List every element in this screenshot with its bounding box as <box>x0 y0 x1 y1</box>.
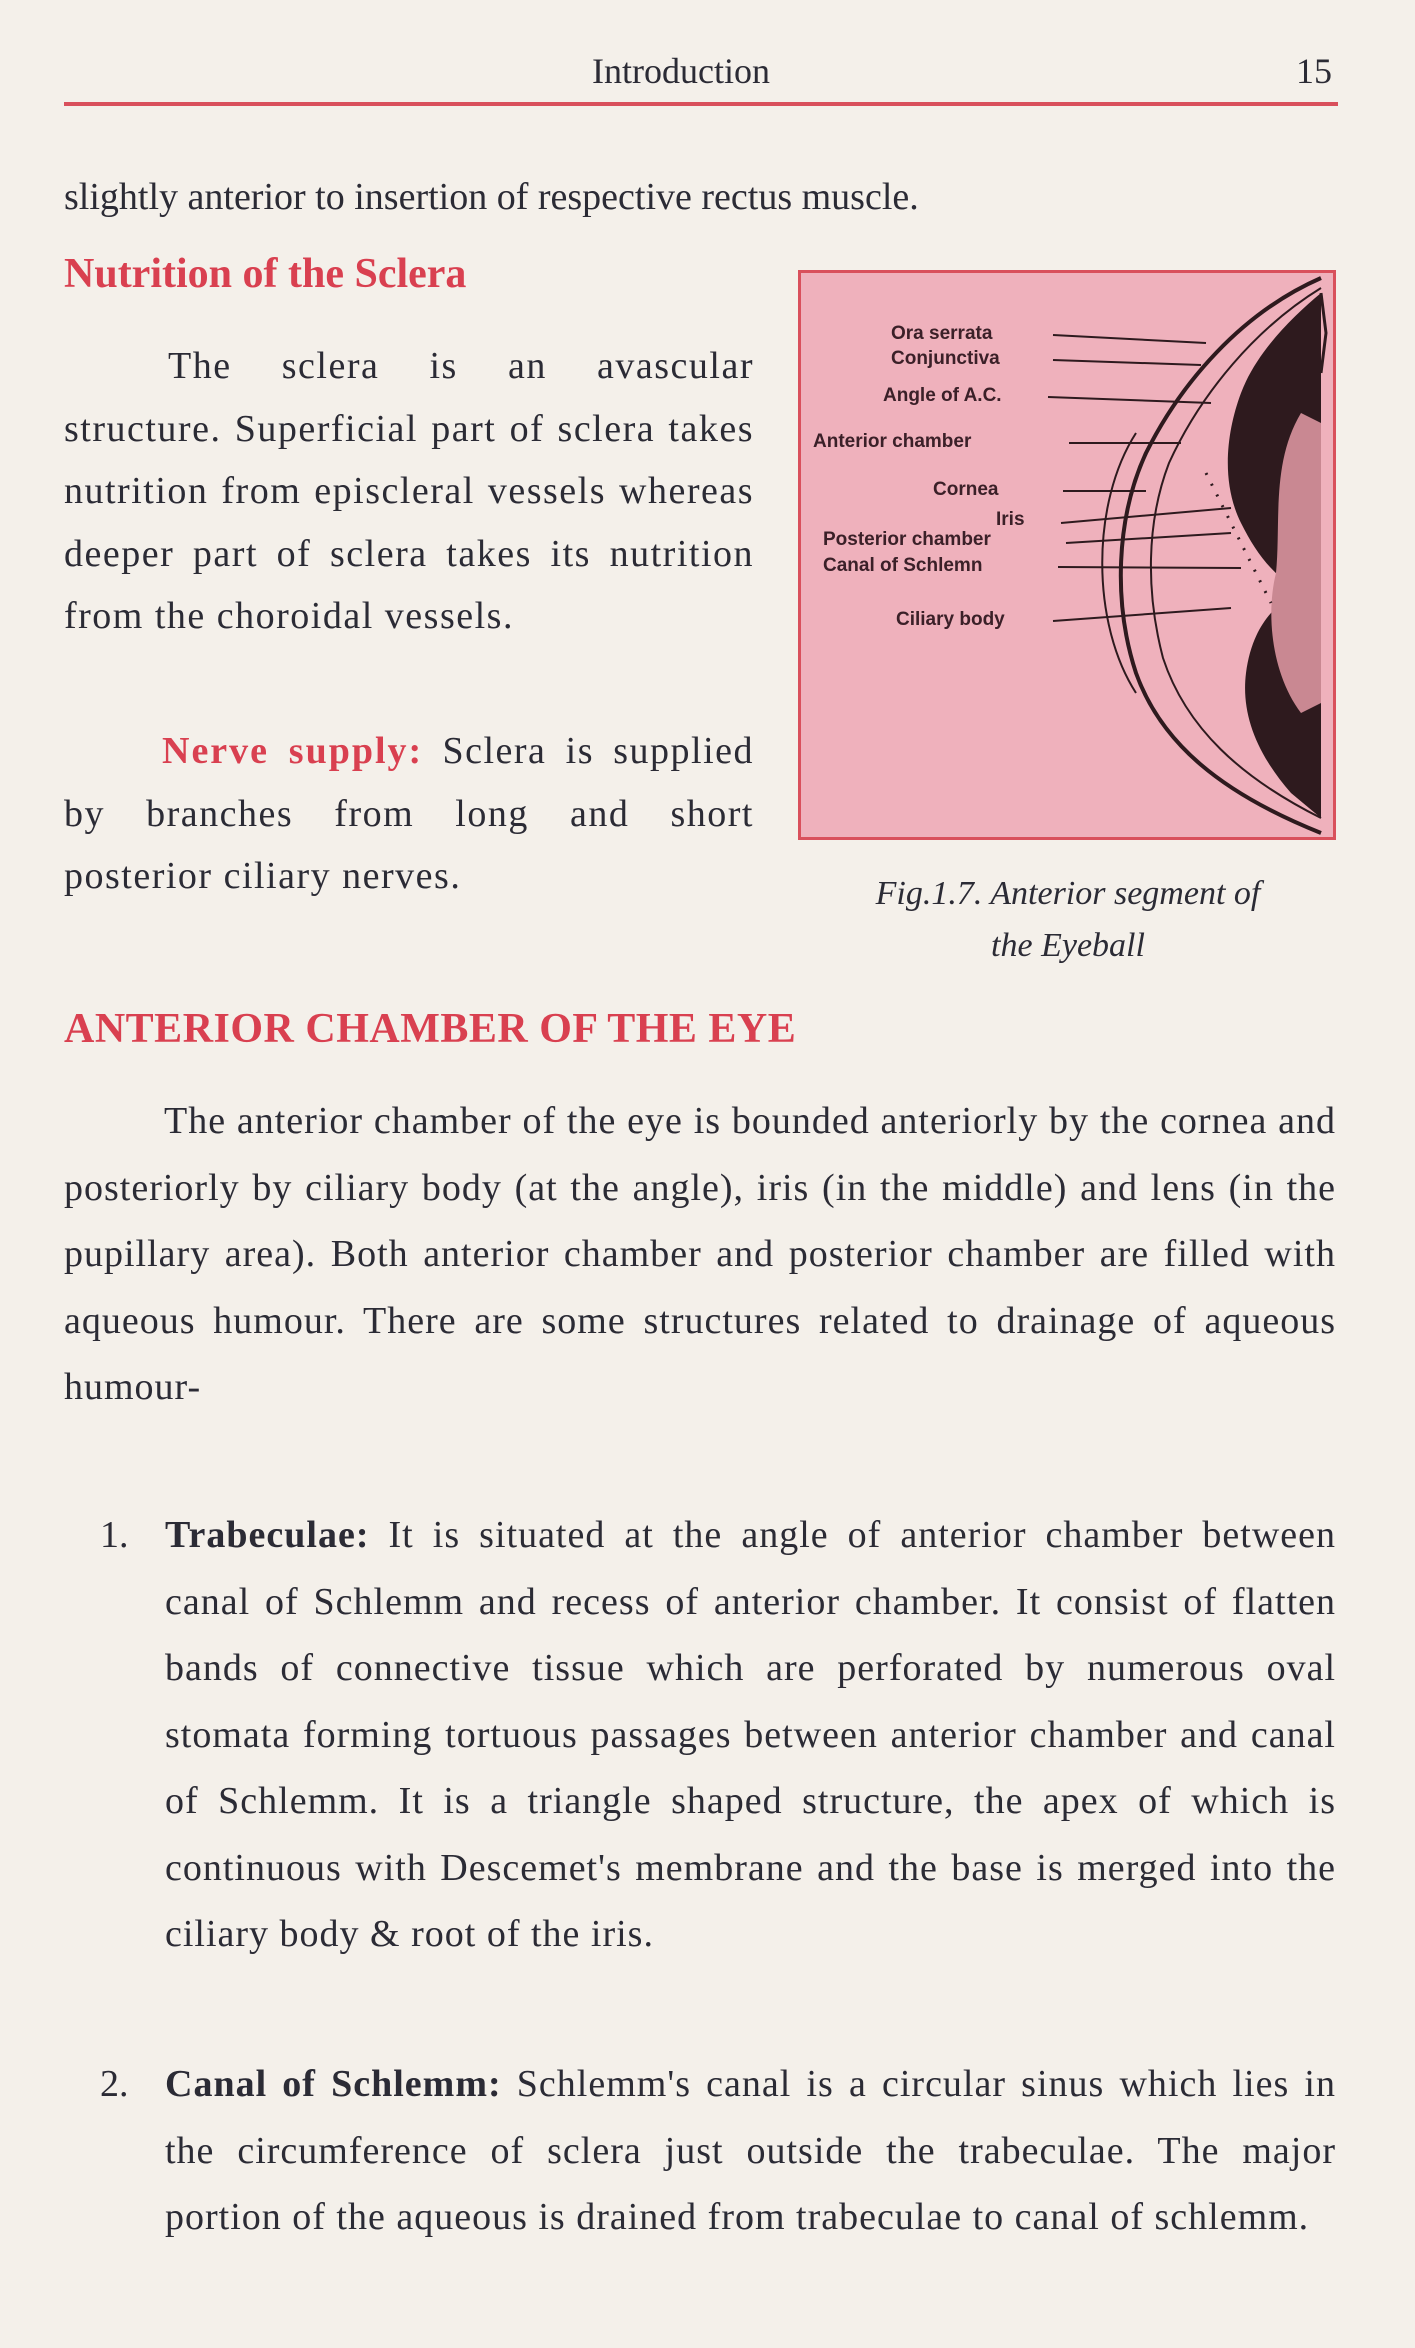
label-cornea: Cornea <box>933 479 999 500</box>
header-rule <box>64 102 1338 106</box>
leader-posterior-chamber <box>1066 533 1231 543</box>
label-iris: Iris <box>996 509 1025 530</box>
caption-line-2: the Eyeball <box>991 927 1145 964</box>
list-term: Canal of Schlemm: <box>165 2063 502 2105</box>
list-number: 2. <box>100 2063 129 2105</box>
page-number: 15 <box>1296 51 1332 91</box>
anterior-chamber-heading: ANTERIOR CHAMBER OF THE EYE <box>64 1006 797 1052</box>
retina-edge <box>1321 293 1326 373</box>
nutrition-paragraph: The sclera is an avascular structure. Superficial part of sclera takes nutrition from episcleral vessels whereas deeper part of sclera takes its nutrition from the choroidal vessels. <box>64 345 754 637</box>
list-term: Trabeculae: <box>165 1514 370 1556</box>
nutrition-heading: Nutrition of the Sclera <box>64 251 467 297</box>
label-angle-ac: Angle of A.C. <box>883 385 1002 406</box>
figure-caption <box>800 868 1336 972</box>
list-text <box>165 1502 1336 1968</box>
label-ora-serrata: Ora serrata <box>891 323 993 344</box>
leader-ciliary-body <box>1053 608 1231 621</box>
list-number: 1. <box>100 1514 129 1556</box>
running-header <box>64 46 1338 106</box>
label-posterior-chamber: Posterior chamber <box>823 529 991 550</box>
list-description: It is situated at the angle of anterior chamber between canal of Schlemm and recess of anterior chamber. It consist of flatten bands of connective tissue which are perforated by numerous oval stomata forming tortuous passages between anterior chamber and canal of Schlemm. It is a triangle shaped structure, the apex of which is continuous with Descemet's membrane and the base is merged into the ciliary body & root of the iris. <box>165 1514 1336 1955</box>
eyeball-figure <box>798 270 1336 840</box>
leader-canal <box>1058 567 1241 568</box>
list-text <box>165 2051 1336 2251</box>
running-title: Introduction <box>592 51 770 91</box>
anterior-chamber-paragraph: The anterior chamber of the eye is bounded anteriorly by the cornea and posteriorly by ciliary body (at the angle), iris (in the middle) and lens (in the pupillary area). Both anterior chamber and posterior chamber are filled with aqueous humour. There are some structures related to drainage of aqueous humour- <box>64 1100 1336 1408</box>
leader-iris <box>1061 508 1231 523</box>
nerve-supply-label: Nerve supply: <box>162 730 424 772</box>
nerve-supply-text: Sclera is supplied by branches from long and short posterior ciliary nerves. <box>64 730 755 897</box>
nerve-supply-paragraph <box>64 720 754 908</box>
continued-text: slightly anterior to insertion of respective rectus muscle. <box>64 176 919 218</box>
label-conjunctiva: Conjunctiva <box>891 348 1000 369</box>
leader-ora-serrata <box>1053 335 1206 343</box>
leader-angle <box>1048 397 1211 403</box>
caption-line-1: Fig.1.7. Anterior segment of <box>875 875 1261 912</box>
label-canal-of-schlemn: Canal of Schlemn <box>823 555 983 576</box>
label-ciliary-body: Ciliary body <box>896 609 1005 630</box>
leader-conjunctiva <box>1053 360 1201 365</box>
label-anterior-chamber: Anterior chamber <box>813 431 972 452</box>
list-description: Schlemm's canal is a circular sinus which lies in the circumference of sclera just outside the trabeculae. The major portion of the aqueous is drained from trabeculae to canal of schlemm. <box>165 2063 1336 2238</box>
